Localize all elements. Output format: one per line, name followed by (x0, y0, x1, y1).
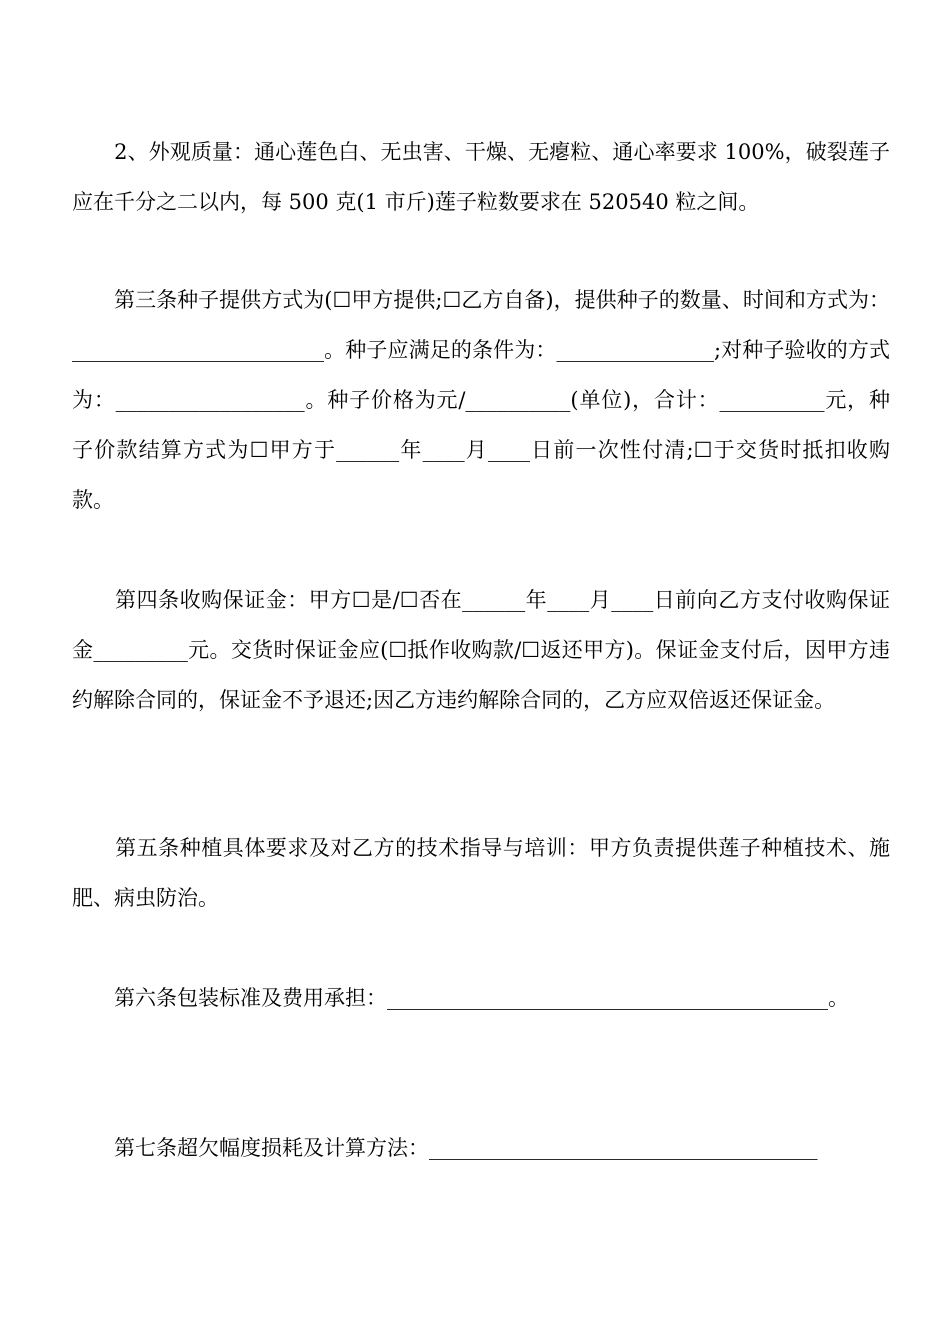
clause-4-purchase-deposit: 第四条收购保证金：甲方☐是/☐否在______年____月____日前向乙方支付收购保证金_________元。交货时保证金应(☐抵作收购款/☐返还甲方)。保证金支付后，因甲方违约解除合同的，保证金不予退还;因乙方违约解除合同的，乙方应双倍返还保证金。 (72, 588, 890, 712)
clause-7-loss-calculation: 第七条超欠幅度损耗及计算方法：_____________________________________ (72, 1136, 818, 1160)
clause-5-planting-requirements: 第五条种植具体要求及对乙方的技术指导与培训：甲方负责提供莲子种植技术、施肥、病虫防治。 (72, 836, 890, 910)
clause-6-packaging-standard: 第六条包装标准及费用承担：__________________________________________。 (72, 986, 849, 1010)
clause-3-seed-supply: 第三条种子提供方式为(☐甲方提供;☐乙方自备)，提供种子的数量、时间和方式为：________________________。种子应满足的条件为：_______________;对种子验收的方式为：__________________。种子价格为元/__________(单位)，合计：__________元，种子价款结算方式为☐甲方于______年____月____日前一次性付清;☐于交货时抵扣收购款。 (72, 288, 890, 512)
clause-appearance-quality: 2、外观质量：通心莲色白、无虫害、干燥、无瘪粒、通心率要求 100%，破裂莲子应在千分之二以内，每 500 克(1 市斤)莲子粒数要求在 520540 粒之间。 (72, 140, 890, 214)
